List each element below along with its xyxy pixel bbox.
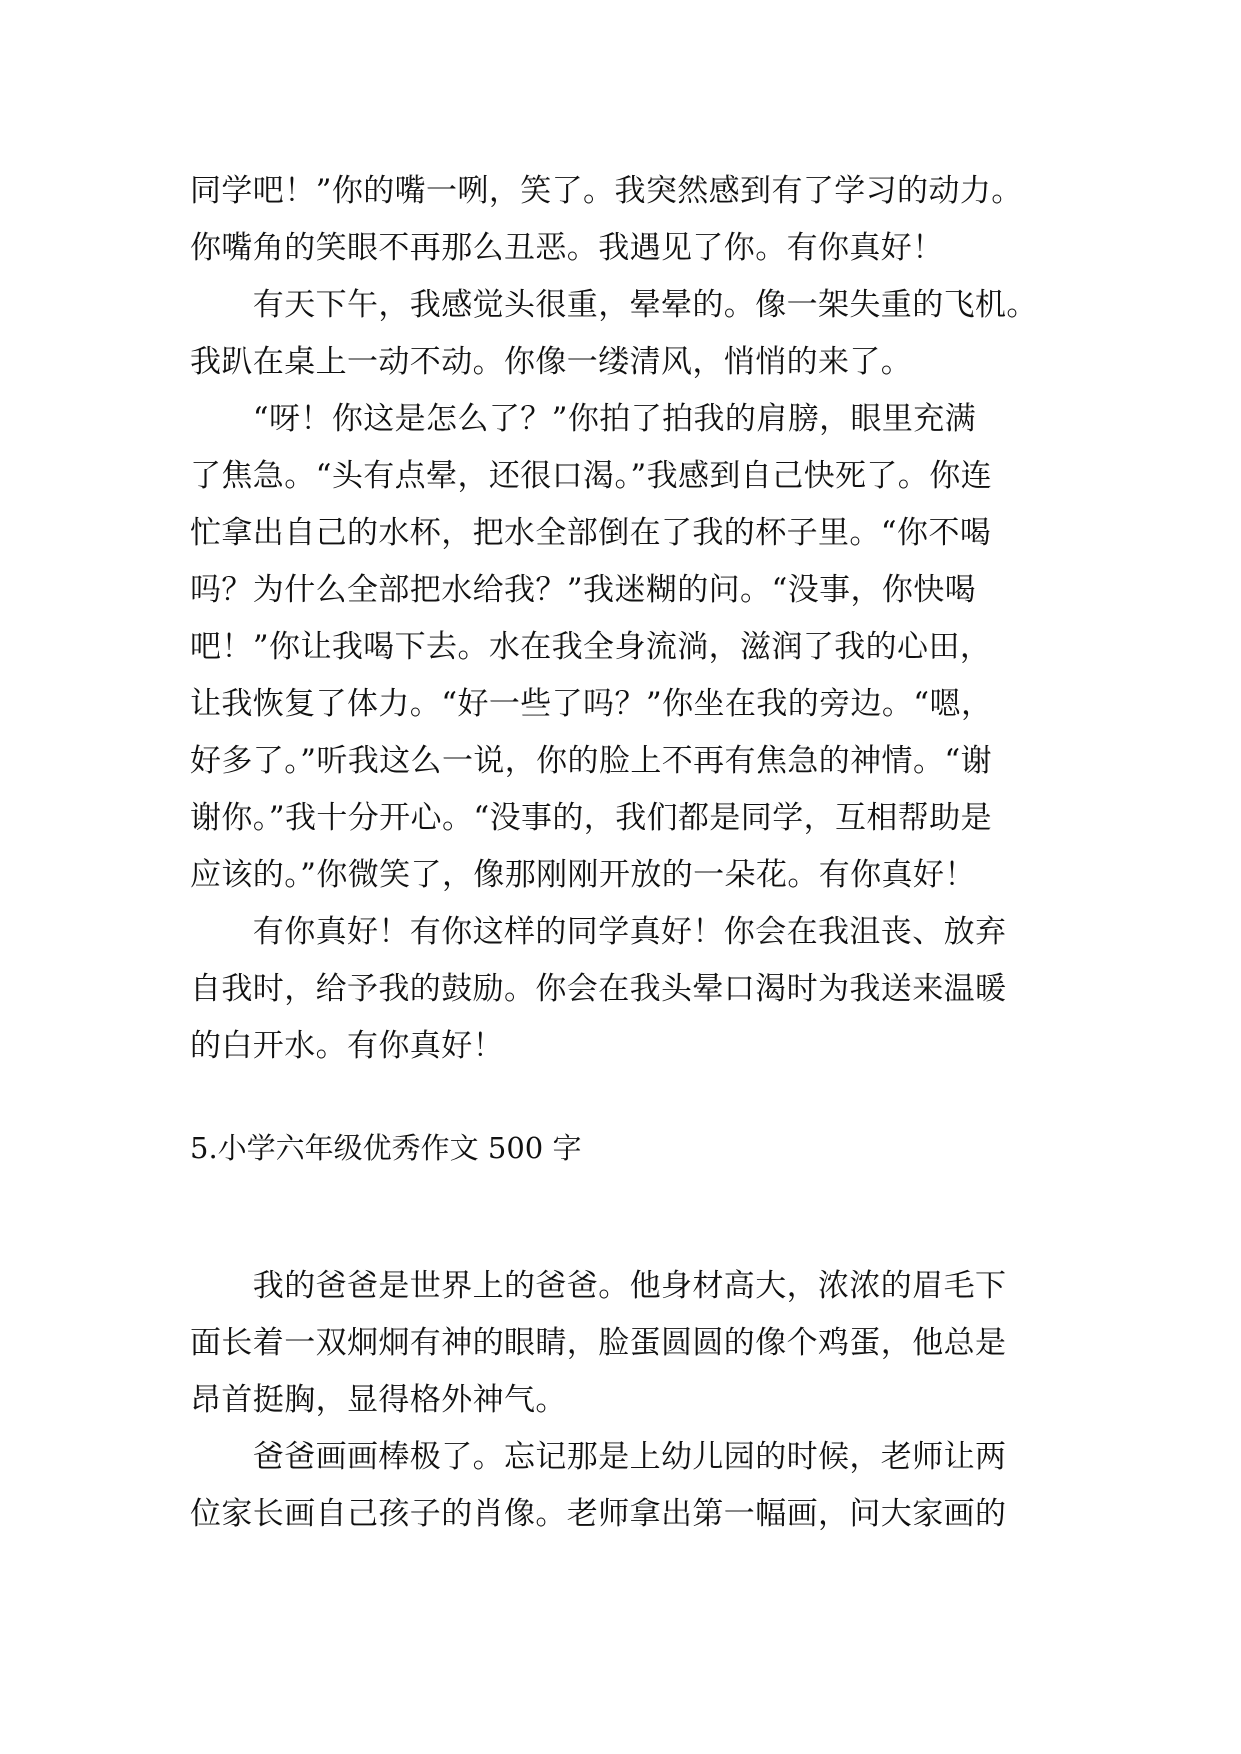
text-line: 我趴在桌上一动不动。你像一缕清风，悄悄的来了。 bbox=[190, 344, 913, 380]
text-line: 我的爸爸是世界上的爸爸。他身材高大，浓浓的眉毛下 bbox=[190, 1268, 1007, 1304]
text-line: 同学吧！”你的嘴一咧，笑了。我突然感到有了学习的动力。 bbox=[190, 173, 1023, 209]
text-line: “呀！你这是怎么了？”你拍了拍我的肩膀，眼里充满 bbox=[190, 401, 977, 437]
text-line: 让我恢复了体力。“好一些了吗？”你坐在我的旁边。“嗯， bbox=[190, 686, 993, 722]
text-line: 的白开水。有你真好！ bbox=[190, 1028, 504, 1064]
text-line: 谢你。”我十分开心。“没事的，我们都是同学，互相帮助是 bbox=[190, 800, 992, 836]
text-line: 面长着一双炯炯有神的眼睛，脸蛋圆圆的像个鸡蛋，他总是 bbox=[190, 1325, 1007, 1361]
text-line: 好多了。”听我这么一说，你的脸上不再有焦急的神情。“谢 bbox=[190, 743, 992, 779]
text-line: 有你真好！有你这样的同学真好！你会在我沮丧、放弃 bbox=[190, 914, 1007, 950]
text-line: 应该的。”你微笑了，像那刚刚开放的一朵花。有你真好！ bbox=[190, 857, 976, 893]
text-line: 自我时，给予我的鼓励。你会在我头晕口渴时为我送来温暖 bbox=[190, 971, 1007, 1007]
text-line: 你嘴角的笑眼不再那么丑恶。我遇见了你。有你真好！ bbox=[190, 230, 944, 266]
section-heading: 5.小学六年级优秀作文 500 字 bbox=[190, 1131, 582, 1165]
text-line: 有天下午，我感觉头很重，晕晕的。像一架失重的飞机。 bbox=[190, 287, 1038, 323]
text-line: 昂首挺胸，显得格外神气。 bbox=[190, 1382, 567, 1418]
text-line: 位家长画自己孩子的肖像。老师拿出第一幅画，问大家画的 bbox=[190, 1496, 1007, 1532]
text-line: 了焦急。“头有点晕，还很口渴。”我感到自己快死了。你连 bbox=[190, 458, 992, 494]
text-line: 爸爸画画棒极了。忘记那是上幼儿园的时候，老师让两 bbox=[190, 1439, 1007, 1475]
text-line: 忙拿出自己的水杯，把水全部倒在了我的杯子里。“你不喝 bbox=[190, 515, 992, 551]
text-line: 吗？为什么全部把水给我？”我迷糊的问。“没事，你快喝 bbox=[190, 572, 977, 608]
text-line: 吧！”你让我喝下去。水在我全身流淌，滋润了我的心田， bbox=[190, 629, 992, 665]
